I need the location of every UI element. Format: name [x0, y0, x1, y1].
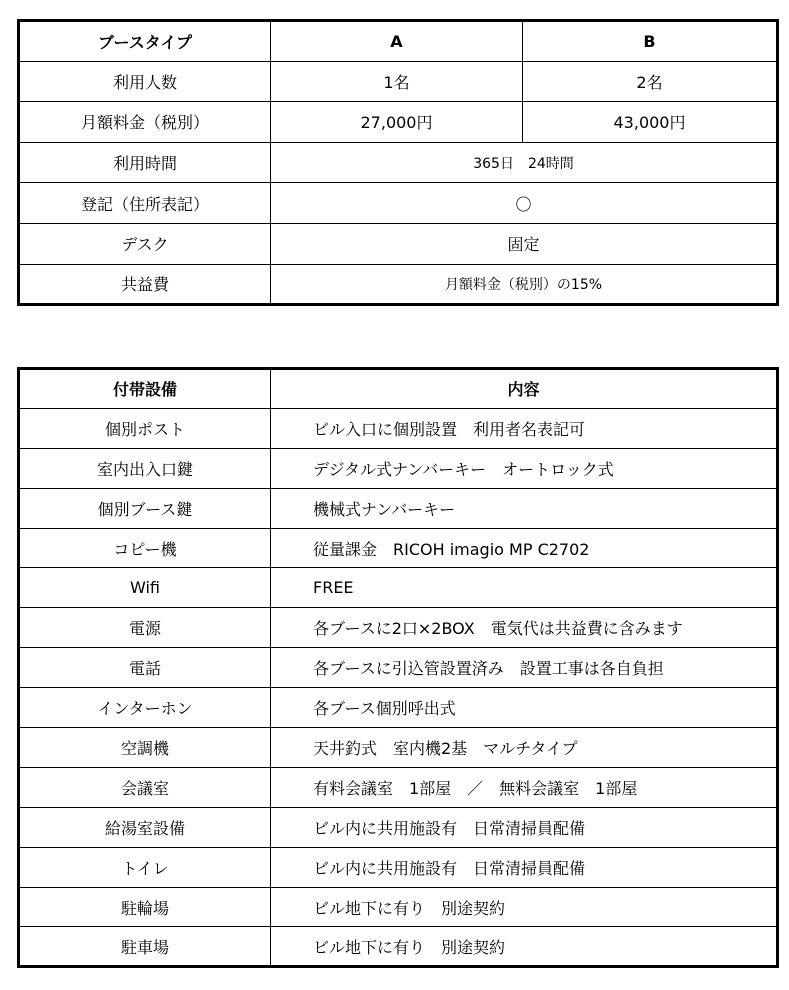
- equipment-content: ビル地下に有り 別途契約: [271, 887, 778, 927]
- table-row: [19, 688, 778, 728]
- equipment-content: ビル入口に個別設置 利用者名表記可: [271, 408, 778, 448]
- equipment-content: FREE: [271, 568, 778, 608]
- booth-type-table: [17, 19, 779, 306]
- content-header: 内容: [271, 369, 778, 409]
- equipment-label: コピー機: [19, 528, 271, 568]
- equipment-header: 付帯設備: [19, 369, 271, 409]
- equipment-content: 各ブース個別呼出式: [271, 688, 778, 728]
- row-label: デスク: [19, 223, 271, 264]
- table-row: [19, 264, 778, 305]
- shared-value: 〇: [271, 183, 778, 224]
- equipment-label: インターホン: [19, 688, 271, 728]
- table-row: [19, 847, 778, 887]
- table-row: [19, 528, 778, 568]
- equipment-label: 給湯室設備: [19, 807, 271, 847]
- shared-value: 月額料金（税別）の15%: [271, 264, 778, 305]
- equipment-content: 各ブースに2口×2BOX 電気代は共益費に含みます: [271, 608, 778, 648]
- table-row: [19, 102, 778, 143]
- booth-type-header: ブースタイプ: [19, 21, 271, 62]
- equipment-table: [17, 367, 779, 968]
- table-row: [19, 448, 778, 488]
- row-label: 利用人数: [19, 61, 271, 102]
- table-header-row: [19, 369, 778, 409]
- row-label: 共益費: [19, 264, 271, 305]
- row-label: 月額料金（税別）: [19, 102, 271, 143]
- equipment-label: 空調機: [19, 728, 271, 768]
- table-row: [19, 608, 778, 648]
- equipment-content: デジタル式ナンバーキー オートロック式: [271, 448, 778, 488]
- table-row: [19, 807, 778, 847]
- booth-b-header: B: [523, 21, 778, 62]
- row-label: 利用時間: [19, 142, 271, 183]
- equipment-label: Wifi: [19, 568, 271, 608]
- booth-a-value: 1名: [271, 61, 523, 102]
- equipment-label: 個別ポスト: [19, 408, 271, 448]
- equipment-content: 天井釣式 室内機2基 マルチタイプ: [271, 728, 778, 768]
- equipment-content: 従量課金 RICOH imagio MP C2702: [271, 528, 778, 568]
- equipment-content: 有料会議室 1部屋 ／ 無料会議室 1部屋: [271, 767, 778, 807]
- table-row: [19, 927, 778, 967]
- equipment-label: 個別ブース鍵: [19, 488, 271, 528]
- row-label: 登記（住所表記）: [19, 183, 271, 224]
- equipment-label: 駐車場: [19, 927, 271, 967]
- table-row: [19, 183, 778, 224]
- table-row: [19, 767, 778, 807]
- booth-b-value: 2名: [523, 61, 778, 102]
- table-row: [19, 887, 778, 927]
- equipment-content: ビル内に共用施設有 日常清掃員配備: [271, 807, 778, 847]
- equipment-label: 電話: [19, 648, 271, 688]
- equipment-label: 会議室: [19, 767, 271, 807]
- booth-b-value: 43,000円: [523, 102, 778, 143]
- table-row: [19, 142, 778, 183]
- table-row: [19, 648, 778, 688]
- table-row: [19, 223, 778, 264]
- booth-a-header: A: [271, 21, 523, 62]
- shared-value: 固定: [271, 223, 778, 264]
- equipment-label: トイレ: [19, 847, 271, 887]
- booth-a-value: 27,000円: [271, 102, 523, 143]
- equipment-label: 電源: [19, 608, 271, 648]
- equipment-content: 各ブースに引込管設置済み 設置工事は各自負担: [271, 648, 778, 688]
- equipment-content: ビル地下に有り 別途契約: [271, 927, 778, 967]
- table-row: [19, 408, 778, 448]
- equipment-label: 駐輪場: [19, 887, 271, 927]
- table-row: [19, 61, 778, 102]
- equipment-label: 室内出入口鍵: [19, 448, 271, 488]
- shared-value: 365日 24時間: [271, 142, 778, 183]
- table-row: [19, 568, 778, 608]
- equipment-content: 機械式ナンバーキー: [271, 488, 778, 528]
- equipment-content: ビル内に共用施設有 日常清掃員配備: [271, 847, 778, 887]
- table-row: [19, 728, 778, 768]
- table-header-row: [19, 21, 778, 62]
- table-row: [19, 488, 778, 528]
